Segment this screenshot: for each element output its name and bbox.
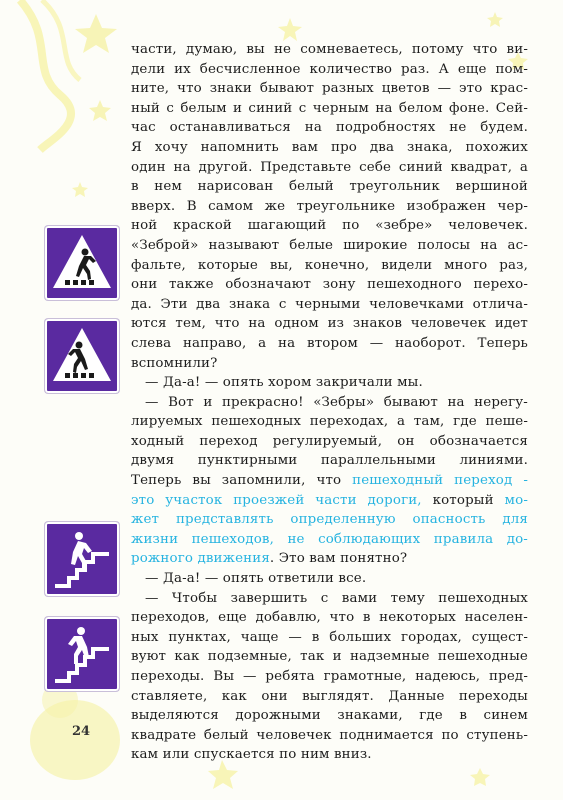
star-icon [89, 100, 111, 121]
text-line: ходный переход регулируемый, он обозначается [131, 433, 528, 449]
text-line: они также обозначают зону пешеходного перехо- [131, 277, 528, 293]
star-icon [278, 18, 302, 41]
text-line: двумя пунктирными параллельными линиями. [131, 453, 528, 469]
text-line: рожного движения. Это вам понятно? [131, 551, 408, 567]
text-line: «Зеброй» называют белые широкие полосы на ас- [131, 237, 528, 253]
text-line: один на другой. Представьте себе синий квадрат, а [131, 159, 528, 175]
text-line: ный с белым и синий с черным на белом фоне. Сей- [131, 100, 528, 116]
crosswalk-right-sign-icon [45, 319, 119, 393]
text-line: Теперь вы запомнили, что пешеходный переход - [131, 473, 528, 489]
page-number: 24 [72, 724, 91, 739]
text-line: вверх. В самом же треугольнике изображен чер- [131, 198, 528, 214]
underpass-sign [45, 522, 119, 596]
text-line: кам или спускается по ним вниз. [131, 747, 372, 763]
star-icon [75, 14, 117, 53]
text-line: переходов, еще добавлю, что в некоторых населен- [131, 610, 528, 626]
text-line: фальте, которые вы, конечно, видели много раз, [131, 257, 528, 273]
overpass-sign-icon [45, 617, 119, 691]
crosswalk-left-sign-icon [45, 226, 119, 300]
moon-decoration [30, 700, 120, 780]
text-line: ставляете, как они выглядят. Данные переходы [131, 688, 528, 704]
text-line: — Чтобы завершить с вами тему пешеходных [145, 590, 528, 606]
highlighted-text: жизни пешеходов, не соблюдающих правила до- [131, 531, 528, 547]
text-line: в нем нарисован белый треугольник вершиной [131, 179, 528, 195]
body-text [131, 40, 528, 765]
highlighted-text: жет представлять определенную опасность для [131, 512, 528, 528]
overpass-sign [45, 617, 119, 691]
text-line: — Да-а! — опять ответили все. [145, 571, 367, 587]
highlighted-text: пешеходный переход - [352, 473, 528, 489]
crosswalk-left-sign [45, 226, 119, 300]
text-line: дели их бесчисленное количество раз. А еще пом- [131, 61, 528, 77]
crosswalk-right-sign [45, 319, 119, 393]
text-line: переходы. Вы — ребята грамотные, надеюсь, пред- [131, 669, 528, 684]
highlighted-text: рожного движения [131, 551, 270, 567]
text-line: — Вот и прекрасно! «Зебры» бывают на нерегу- [145, 394, 528, 410]
text-line: квадрате белый человечек поднимается по ступень- [131, 727, 528, 743]
text-line: — Да-а! — опять хором закричали мы. [145, 375, 423, 391]
text-line: ной краской шагающий по «зебре» человечек. [131, 218, 528, 234]
text-line: ных пунктах, чаще — в больших городах, сущест- [131, 629, 528, 645]
highlighted-text: это участок проезжей части дороги, [131, 492, 422, 508]
ribbon-decoration [20, 0, 71, 150]
text-line: да. Эти два знака с черными человечками отлича- [131, 296, 528, 312]
highlighted-text: мо- [504, 492, 528, 508]
text-line: лируемых пешеходных переходах, а там, где пеше- [131, 414, 528, 430]
text-line: Я хочу напомнить вам про два знака, похожих [131, 139, 528, 155]
text-line: это участок проезжей части дороги, который мо- [131, 492, 528, 508]
text-line: час останавливаться на подробностях не будем. [131, 120, 528, 136]
text-line: ются тем, что на одном из знаков человечек идет [131, 316, 528, 332]
text-line: слева направо, а на втором — наоборот. Теперь [131, 335, 528, 351]
star-icon [72, 182, 88, 197]
text-line: ните, что знаки бывают разных цветов — это крас- [131, 81, 528, 97]
star-icon [487, 12, 503, 27]
star-icon [470, 768, 490, 786]
text-line: части, думаю, вы не сомневаетесь, потому что ви- [131, 42, 528, 57]
text-line: выделяются дорожными знаками, где в синем [131, 708, 528, 724]
text-line: вспомнили? [131, 355, 218, 371]
text-line: вуют как подземные, так и надземные пешеходные [131, 649, 528, 665]
underpass-sign-icon [45, 522, 119, 596]
